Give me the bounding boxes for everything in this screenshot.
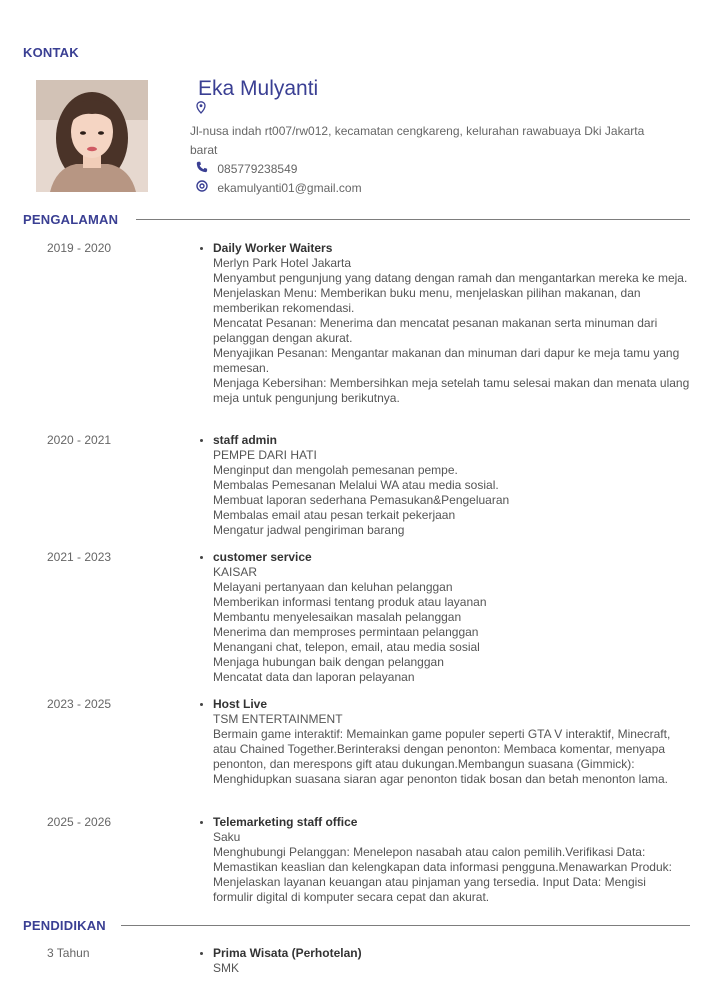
profile-photo bbox=[36, 80, 148, 192]
entry-organization: PEMPE DARI HATI bbox=[213, 448, 317, 462]
entry-date: 3 Tahun bbox=[47, 946, 90, 960]
entry-description-line: Mencatat data dan laporan pelayanan bbox=[213, 670, 415, 684]
phone-icon bbox=[196, 160, 210, 179]
entry-description-line: Membuat laporan sederhana Pemasukan&Pengeluaran bbox=[213, 493, 510, 507]
location-row bbox=[196, 101, 214, 120]
entry-description-line: Membalas Pemesanan Melalui WA atau media sosial. bbox=[213, 478, 499, 492]
entry-description-line: Menangani chat, telepon, email, atau media sosial bbox=[213, 640, 480, 654]
phone-number[interactable]: 085779238549 bbox=[217, 162, 298, 176]
entry-date: 2019 - 2020 bbox=[47, 241, 112, 255]
experience-divider bbox=[136, 219, 690, 220]
experience-section-title: PENGALAMAN bbox=[23, 212, 119, 227]
entry-organization: TSM ENTERTAINMENT bbox=[213, 712, 343, 726]
entry-description-line: Membalas email atau pesan terkait pekerjaan bbox=[213, 508, 456, 522]
entry-date: 2020 - 2021 bbox=[47, 433, 112, 447]
entry-date: 2021 - 2023 bbox=[47, 550, 112, 564]
education-section-title: PENDIDIKAN bbox=[23, 918, 106, 933]
entry-organization: SMK bbox=[213, 961, 240, 975]
at-sign-icon bbox=[196, 179, 210, 198]
bullet-dot bbox=[200, 703, 203, 706]
location-pin-icon bbox=[196, 101, 210, 120]
entry-organization: Saku bbox=[213, 830, 241, 844]
entry-description-line: Menginput dan mengolah pemesanan pempe. bbox=[213, 463, 458, 477]
contact-section-title: KONTAK bbox=[23, 45, 79, 60]
entry-description-line: Bermain game interaktif: Memainkan game populer seperti GTA V interaktif, Minecraft, atau Chained Together.Berinteraksi dengan penonton: Membaca komentar, menyapa penonton, dan merespons gift atau dukungan.Membangun suasana (Gimmick): Menghidupkan suasana siaran agar penonton tidak bosan dan betah menonton lama. bbox=[213, 727, 671, 786]
entry-description-line: Menjaga hubungan baik dengan pelanggan bbox=[213, 655, 444, 669]
entry-description-line: Menyajikan Pesanan: Mengantar makanan dan minuman dari dapur ke meja tamu yang memesan. bbox=[213, 346, 680, 375]
bullet-dot bbox=[200, 821, 203, 824]
entry-description-line: Menghubungi Pelanggan: Menelepon nasabah atau calon pemilih.Verifikasi Data: Memastikan keaslian dan kelengkapan data informasi pengguna.Menawarkan Produk: Menjelaskan layanan keuangan atau pinjaman yang tersedia. Input Data: Mengisi formulir digital di komputer secara cepat dan akurat. bbox=[213, 845, 672, 904]
entry-role: Telemarketing staff office bbox=[213, 815, 358, 829]
entry-role: staff admin bbox=[213, 433, 278, 447]
bullet-dot bbox=[200, 247, 203, 250]
education-divider bbox=[121, 925, 690, 926]
entry-date: 2023 - 2025 bbox=[47, 697, 112, 711]
candidate-name: Eka Mulyanti bbox=[198, 77, 319, 100]
entry-organization: Merlyn Park Hotel Jakarta bbox=[213, 256, 352, 270]
entry-role: Prima Wisata (Perhotelan) bbox=[213, 946, 362, 960]
phone-row bbox=[196, 160, 297, 179]
bullet-dot bbox=[200, 952, 203, 955]
bullet-dot bbox=[200, 556, 203, 559]
entry-description-line: Melayani pertanyaan dan keluhan pelanggan bbox=[213, 580, 453, 594]
email-row bbox=[196, 179, 362, 198]
entry-description-line: Mengatur jadwal pengiriman barang bbox=[213, 523, 405, 537]
entry-description-line: Mencatat Pesanan: Menerima dan mencatat pesanan makanan serta minuman dari pelanggan dengan akurat. bbox=[213, 316, 658, 345]
bullet-dot bbox=[200, 439, 203, 442]
address-text: Jl-nusa indah rt007/rw012, kecamatan cengkareng, kelurahan rawabuaya Dki Jakarta barat bbox=[190, 124, 645, 157]
entry-description-line: Membantu menyelesaikan masalah pelanggan bbox=[213, 610, 462, 624]
entry-role: customer service bbox=[213, 550, 312, 564]
email-address[interactable]: ekamulyanti01@gmail.com bbox=[217, 181, 362, 195]
entry-description-line: Menyambut pengunjung yang datang dengan ramah dan mengantarkan mereka ke meja. bbox=[213, 271, 688, 285]
profile-photo-illustration bbox=[36, 80, 148, 192]
entry-description-line: Memberikan informasi tentang produk atau layanan bbox=[213, 595, 487, 609]
entry-description-line: Menjelaskan Menu: Memberikan buku menu, menjelaskan pilihan makanan, dan memberikan rekomendasi. bbox=[213, 286, 641, 315]
entry-role: Daily Worker Waiters bbox=[213, 241, 333, 255]
entry-organization: KAISAR bbox=[213, 565, 258, 579]
entry-description-line: Menjaga Kebersihan: Membersihkan meja setelah tamu selesai makan dan menata ulang meja untuk pengunjung berikutnya. bbox=[213, 376, 690, 405]
entry-date: 2025 - 2026 bbox=[47, 815, 112, 829]
entry-description-line: Menerima dan memproses permintaan pelanggan bbox=[213, 625, 479, 639]
entry-role: Host Live bbox=[213, 697, 268, 711]
